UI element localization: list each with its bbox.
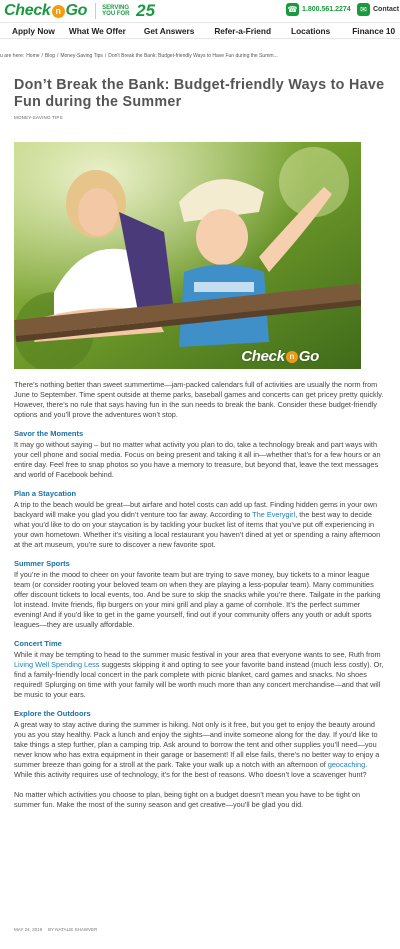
hero-image [14,142,361,369]
section-heading-sports: Summer Sports [14,559,70,568]
link-geocaching[interactable]: geocaching [327,760,366,769]
article-title: Don’t Break the Bank: Budget-friendly Ways to Have Fun during the Summer [14,77,385,110]
section-heading-staycation: Plan a Staycation [14,489,77,498]
hero-logo [241,348,319,365]
section-body-concert [14,650,386,700]
staycation-text-a: A trip to the beach would be great—but airfare and hotel costs can add up fast. Finding hidden gems in your own backyard will make you glad you didn’t venture too far away. According to [14,500,378,519]
article-category[interactable]: MONEY-SAVING TIPS [14,115,63,120]
nav-what-we-offer[interactable]: What We Offer [68,25,126,36]
staycation-text-b: , the best way to decide what you’d like to do on your staycation is by tackling your bucket list of items that you’ve put off experiencing in your own hometown. Whether it’s visiting a local restaurant you haven’t dined at yet or spending a rainy afternoon at the art museum, you’re sure to discover a new favorite spot. [14,510,381,549]
nav-get-answers[interactable]: Get Answers [143,25,195,36]
outdoors-text-a: A great way to stay active during the summer is hiking. Not only is it free, but you get to enjoy the beauty around you as you stay healthy. Pack a lunch and enjoy the sights—and invite someone along for the day. If you’d like to take things a step further, plan a camping trip. Ask around to borrow the tent and other supplies you’ll need—you never know who has extra equipment in their garage or basement! If all else fails, there’s no better way to enjoy a summer breeze than going for a stroll at the park. Take your walk up a notch with an afternoon of [14,720,380,769]
section-body-savor: It may go without saying – but no matter what activity you plan to do, take a technology break and part ways with your cell phone and social media. Focus on being present and taking it all in—whether that’s for a few hours or an entire day. Feel free to snap photos so you have a memory to treasure, but beyond that, leave the text messages and world of Facebook behind. [14,440,381,479]
section-heading-outdoors: Explore the Outdoors [14,709,91,718]
section-body-outdoors [14,720,386,780]
article [0,77,400,810]
breadcrumb-home[interactable]: Home [26,53,40,59]
breadcrumb-separator: / [56,53,59,59]
logo-text-left: Check [4,2,51,19]
breadcrumb-current: Don't Break the Bank: Budget-friendly Ways to Have Fun during the Summ... [108,53,278,59]
hero-logo-n: n [286,351,298,363]
hero-logo-left: Check [241,348,285,365]
breadcrumb-separator: / [41,53,43,59]
link-the-everygirl[interactable]: The Everygirl [252,510,296,519]
tagline-text: SERVING YOU FOR [102,4,130,17]
nav-refer-a-friend[interactable]: Refer-a-Friend [214,25,272,36]
section-heading-concert: Concert Time [14,639,62,648]
logo-n-badge: n [52,5,65,18]
outdoors-text-b: . While this activity requires use of technology, it’s for the best of reasons. Who doesn’t love a scavenger hunt? [14,760,368,779]
section-heading-savor: Savor the Moments [14,429,84,438]
article-meta [14,927,103,932]
nav-finance[interactable]: Finance 10 [352,25,396,36]
site-header [0,0,400,22]
breadcrumb-prefix: u are here: [0,53,25,59]
mail-icon: ✉ [357,3,370,16]
concert-text-a: While it may be tempting to head to the summer music festival in your area that everyone wants to see, Ruth from [14,650,381,659]
article-outro: No matter which activities you choose to plan, being tight on a budget doesn’t mean you have to be tight on summer fun. Make the most of the sunny season and get creative—you’ll be glad you did. [14,790,361,809]
article-author[interactable]: BY NATALIE SHAWVER [48,927,98,932]
article-date: MAY 24, 2019 [14,927,43,932]
breadcrumb-category[interactable]: Money-Saving Tips [60,53,103,59]
breadcrumb-blog[interactable]: Blog [44,53,55,59]
concert-text-b: suggests skipping it and opting to see your favorite band instead (much less costly). Or, find a family-friendly local concert in the park complete with picnic blanket, card games and snacks. No shoes required! Splurging on time with your family will be worth much more than any concert merchandise—and that will be music to your ears. [14,660,384,699]
hero-illustration [14,142,361,369]
contact-link[interactable] [357,3,399,16]
site-logo[interactable] [4,2,87,20]
section-body-staycation [14,500,386,550]
link-living-well[interactable]: Living Well Spending Less [14,660,100,669]
nav-locations[interactable]: Locations [291,25,331,36]
phone-number: 1.800.561.2274 [302,6,351,13]
breadcrumb-separator: / [104,53,107,59]
nav-apply-now[interactable]: Apply Now [12,25,55,36]
section-body-sports: If you’re in the mood to cheer on your favorite team but are trying to save money, buy tickets to a minor league team (or consider rooting your beloved team on when they are playing a less-popular team). Many communities offer discount tickets to local events, too. And be sure to skip the snacks while you’re there. Tailgate in the parking lot instead. Invite friends, flip burgers on your mini grill and play a game of cornhole. It’s the perfect summer evening! And if you’d like to get in the game yourself, find out if your community offers any youth or adult sports leagues—they are usually affordable. [14,570,381,629]
main-nav [0,22,400,39]
logo-text-right: Go [65,2,88,19]
breadcrumb [0,39,400,73]
article-intro: There’s nothing better than sweet summertime—jam-packed calendars full of activities are usually the norm from June to September. Time spent outside at theme parks, baseball games and concerts can get pricey pretty quickly. However, there’s no rule that says having fun in the sun needs to break the bank. Consider these budget-friendly options and you’ll prove the adventures won’t stop. [14,380,384,419]
tagline-number: 25 [136,1,156,20]
contact-label: Contact [373,6,400,13]
phone-icon: ☎ [287,5,298,14]
hero-logo-right: Go [298,348,319,365]
anniversary-tagline [95,3,155,19]
phone-link[interactable] [286,3,351,16]
